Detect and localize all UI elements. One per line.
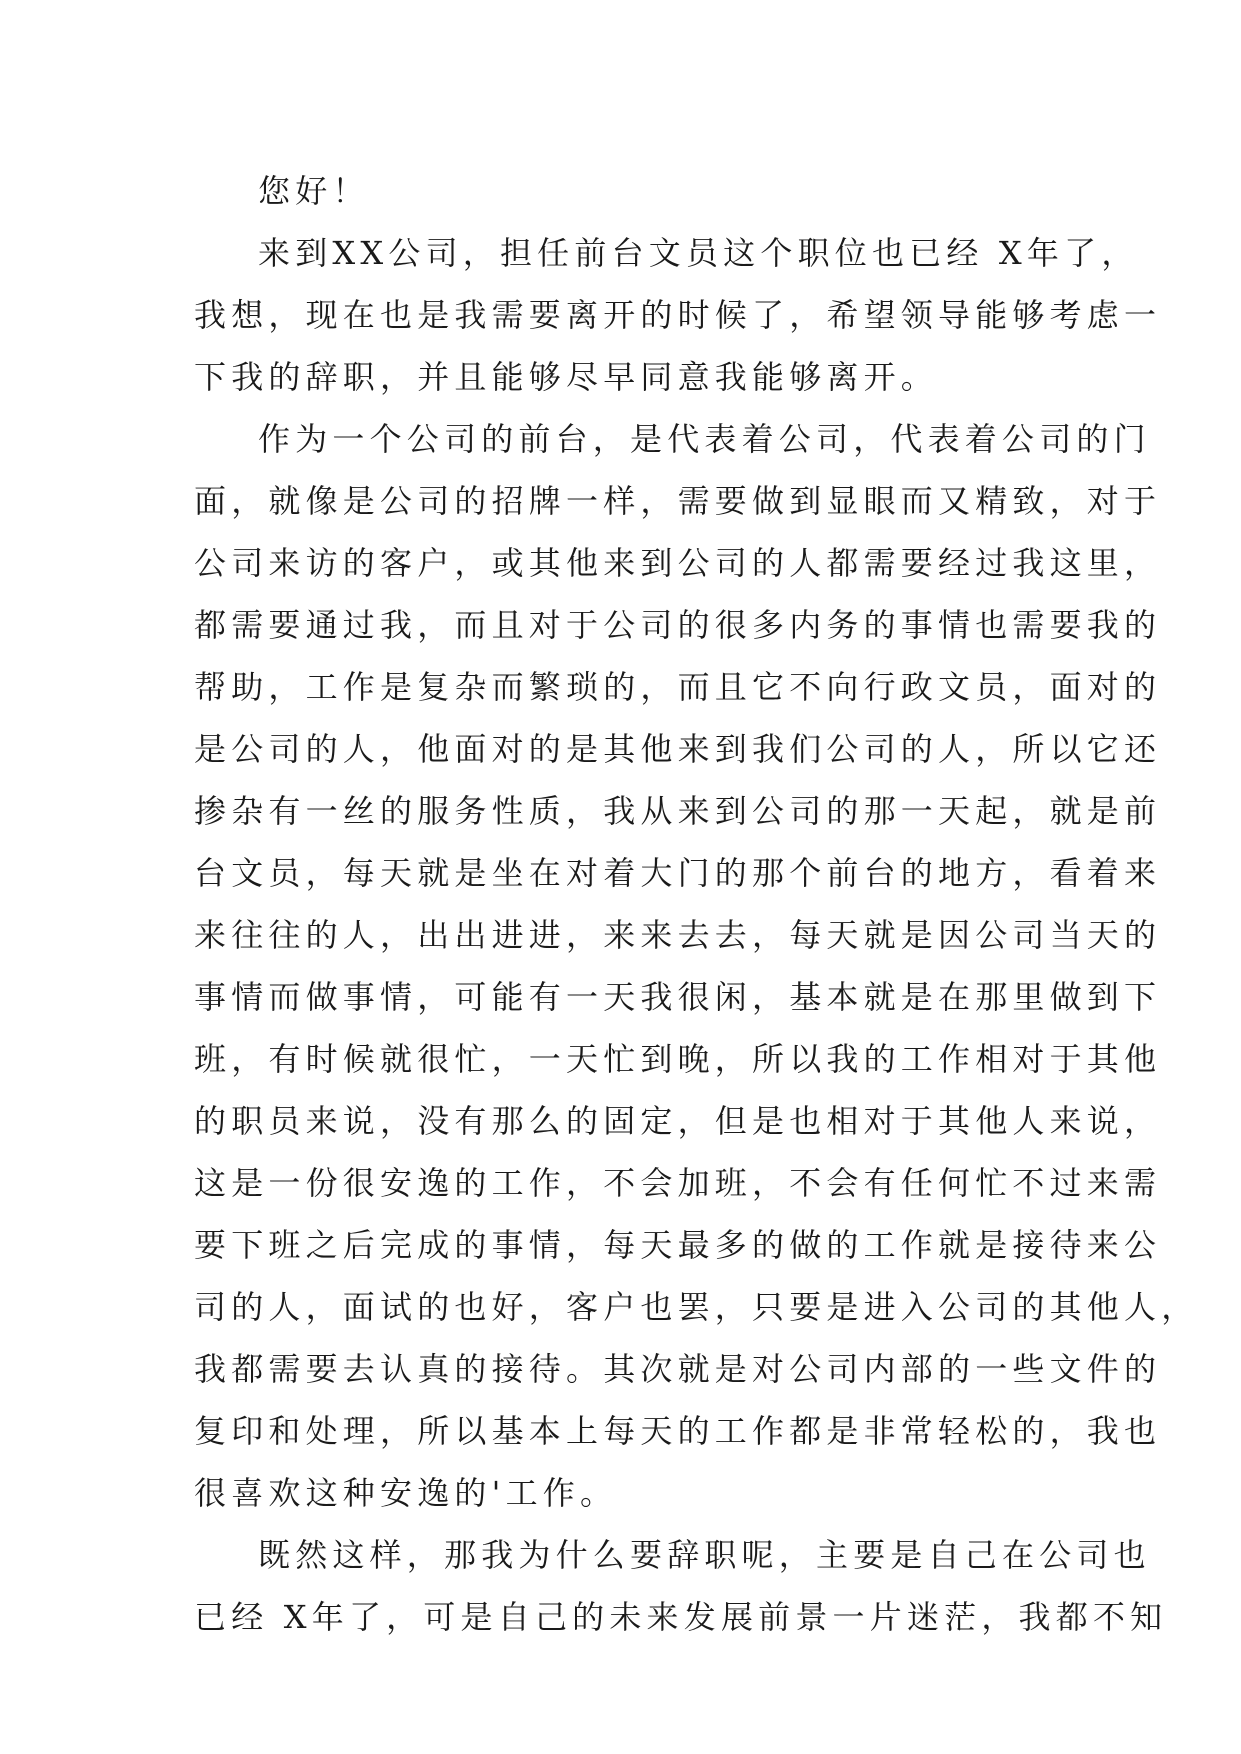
paragraph-line: 班，有时候就很忙，一天忙到晚，所以我的工作相对于其他 [194, 1040, 1162, 1078]
paragraph-line: 复印和处理，所以基本上每天的工作都是非常轻松的，我也 [194, 1412, 1162, 1450]
paragraph-line: 下我的辞职，并且能够尽早同意我能够离开。 [194, 358, 939, 396]
paragraph-line: 我想，现在也是我需要离开的时候了，希望领导能够考虑一 [194, 296, 1162, 334]
paragraph-line: 事情而做事情，可能有一天我很闲，基本就是在那里做到下 [194, 978, 1162, 1016]
paragraph-job-description [194, 408, 1199, 1524]
paragraph-line: 的职员来说，没有那么的固定，但是也相对于其他人来说， [194, 1102, 1162, 1140]
greeting: 您好！ [258, 172, 370, 210]
paragraph-intro [194, 222, 1162, 408]
paragraph-line: 来到XX公司，担任前台文员这个职位也已经 X年了， [258, 234, 1139, 272]
paragraph-line: 掺杂有一丝的服务性质，我从来到公司的那一天起，就是前 [194, 792, 1162, 830]
paragraph-line: 这是一份很安逸的工作，不会加班，不会有任何忙不过来需 [194, 1164, 1162, 1202]
paragraph-line: 司的人，面试的也好，客户也罢，只要是进入公司的其他人， [194, 1288, 1199, 1326]
paragraph-line: 既然这样，那我为什么要辞职呢，主要是自己在公司也 [258, 1536, 1151, 1574]
letter-body [194, 160, 1199, 1648]
paragraph-line: 我都需要去认真的接待。其次就是对公司内部的一些文件的 [194, 1350, 1162, 1388]
paragraph-line: 都需要通过我，而且对于公司的很多内务的事情也需要我的 [194, 606, 1162, 644]
paragraph-line: 已经 X年了，可是自己的未来发展前景一片迷茫，我都不知 [194, 1598, 1168, 1636]
paragraph-line: 台文员，每天就是坐在对着大门的那个前台的地方，看着来 [194, 854, 1162, 892]
paragraph-line: 公司来访的客户，或其他来到公司的人都需要经过我这里， [194, 544, 1162, 582]
paragraph-line: 作为一个公司的前台，是代表着公司，代表着公司的门 [258, 420, 1151, 458]
paragraph-line: 是公司的人，他面对的是其他来到我们公司的人，所以它还 [194, 730, 1162, 768]
paragraph-line: 来往往的人，出出进进，来来去去，每天就是因公司当天的 [194, 916, 1162, 954]
paragraph-line: 很喜欢这种安逸的'工作。 [194, 1474, 618, 1512]
paragraph-line: 面，就像是公司的招牌一样，需要做到显眼而又精致，对于 [194, 482, 1162, 520]
paragraph-line: 要下班之后完成的事情，每天最多的做的工作就是接待来公 [194, 1226, 1162, 1264]
paragraph-line: 帮助，工作是复杂而繁琐的，而且它不向行政文员，面对的 [194, 668, 1162, 706]
paragraph-reason [194, 1524, 1168, 1648]
